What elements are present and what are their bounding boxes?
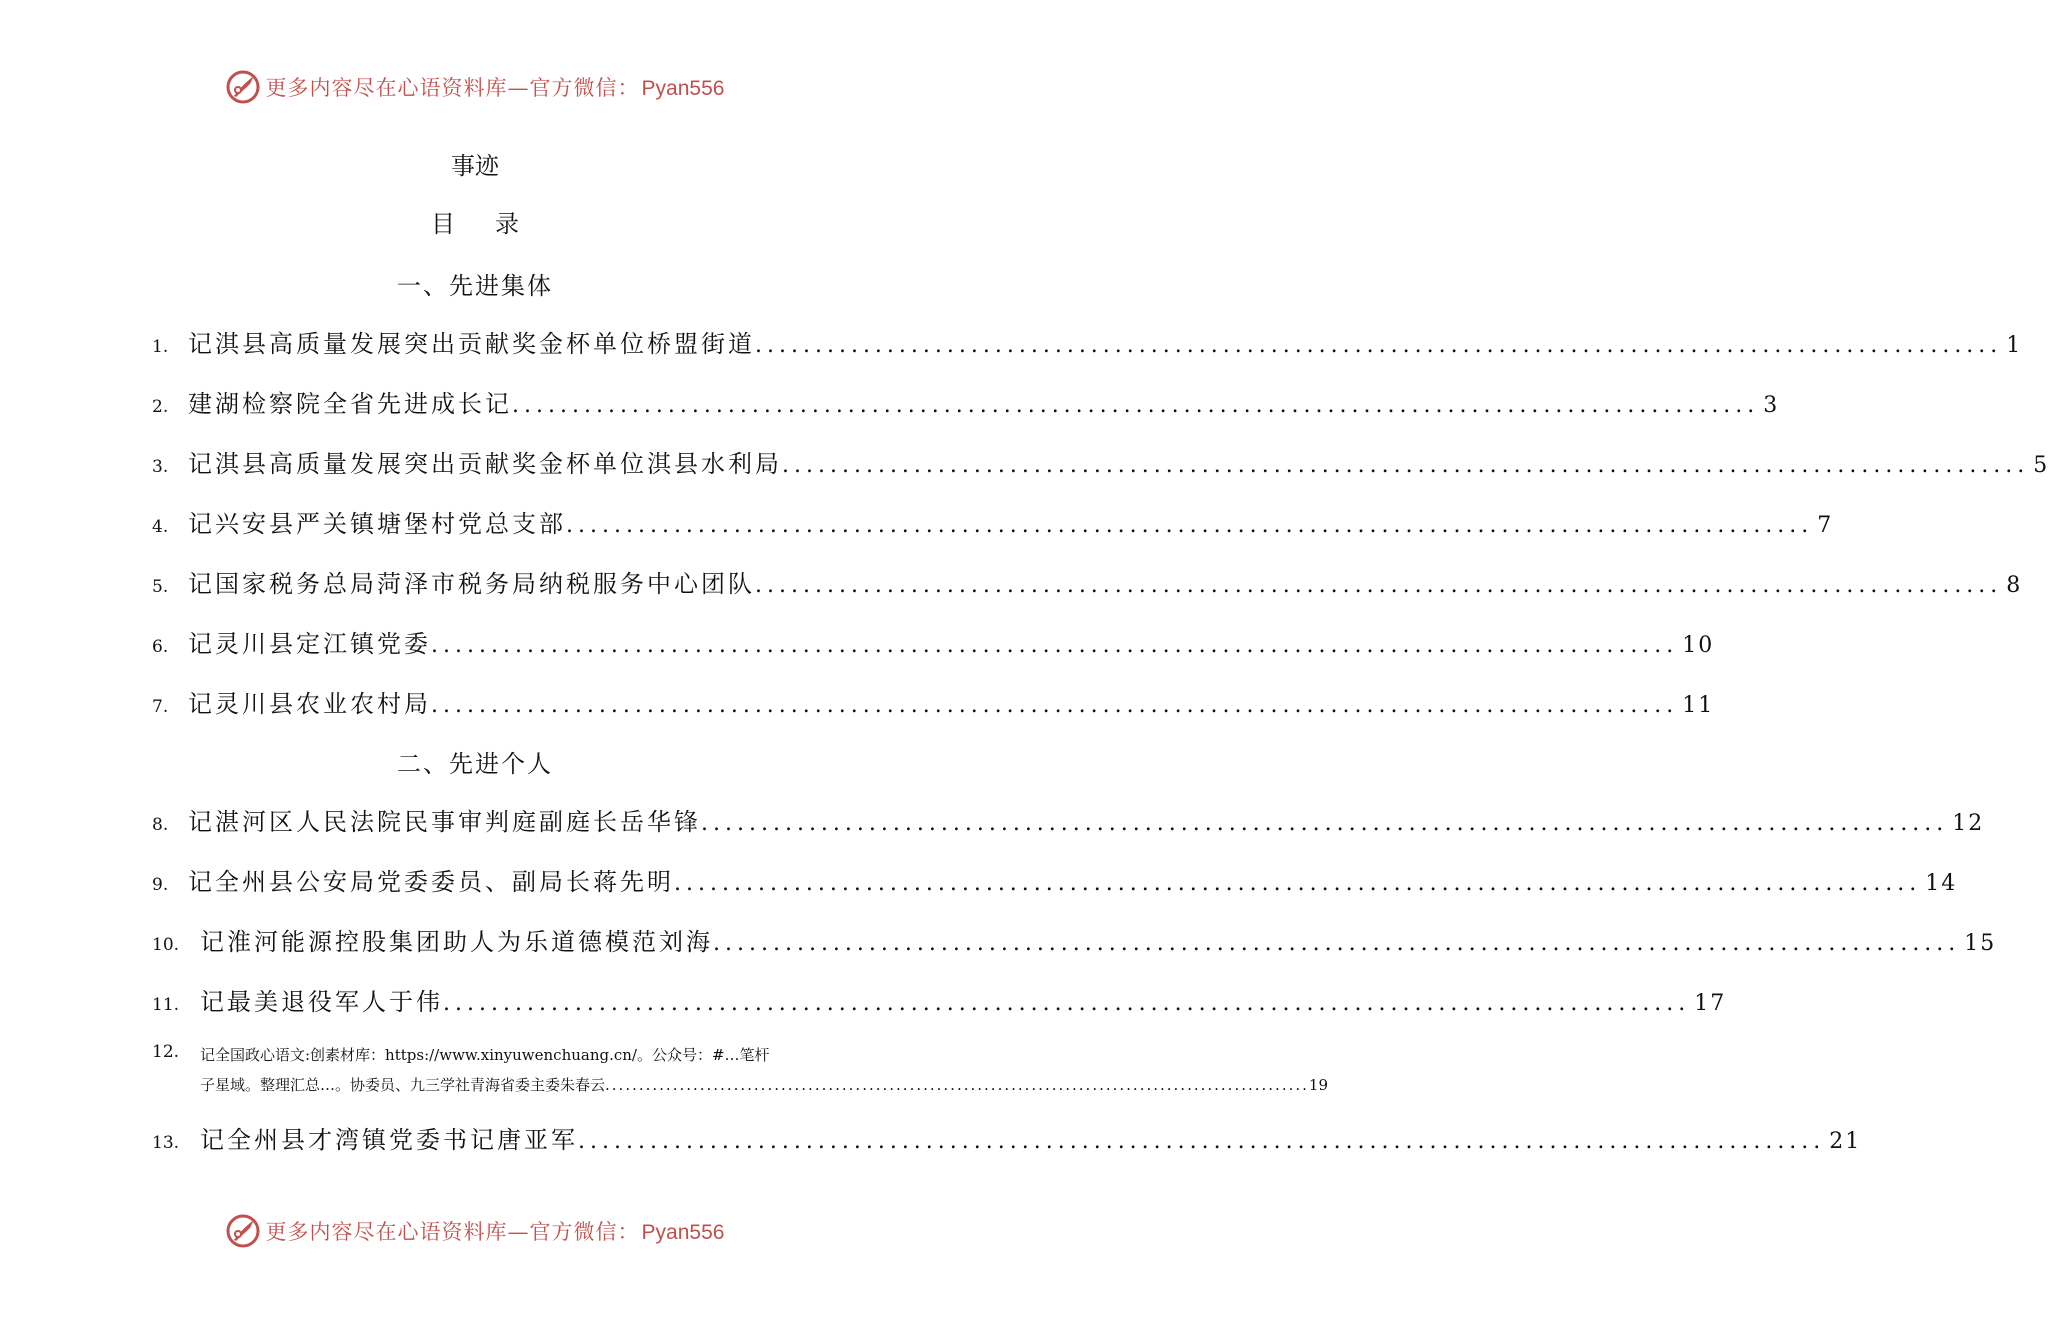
toc-entry-text: 记淇县高质量发展突出贡献奖金杯单位桥盟街道 [188, 330, 755, 358]
toc-entry-text: 记国家税务总局菏泽市税务局纳税服务中心团队 [188, 570, 755, 598]
toc-entry-text-line1: 记全国政心语文:创素材库：https://www.xinyuwenchuang.cn/。公众号：#…笔杆 [200, 1046, 770, 1064]
toc-entry-number: 8. [152, 815, 169, 835]
toc-entry-number: 1. [152, 337, 169, 357]
toc-leader-dots: ........................................................................................................ [566, 513, 1814, 538]
toc-entry-text: 记灵川县农业农村局 [188, 690, 431, 718]
toc-entry-number: 12. [152, 1042, 180, 1062]
toc-entry-text: 记淇县高质量发展突出贡献奖金杯单位淇县水利局 [188, 450, 782, 478]
section-title-individual: 二、先进个人 [397, 750, 553, 778]
toc-entry-page: 17 [1694, 991, 1727, 1016]
toc-entry-page: 5 [2033, 453, 2049, 478]
toc-entry-text: 记全州县才湾镇党委书记唐亚军 [200, 1126, 578, 1154]
toc-entry-page: 11 [1682, 693, 1715, 718]
quill-logo-icon [226, 70, 260, 104]
toc-leader-dots: ........................................................................................................ [674, 871, 1922, 896]
toc-entry-page: 1 [2006, 333, 2023, 358]
footer-banner [0, 1214, 950, 1248]
toc-entry[interactable] [152, 982, 1727, 1016]
toc-entry-text: 记兴安县严关镇塘堡村党总支部 [188, 510, 566, 538]
toc-entry-number: 4. [152, 517, 169, 537]
toc-entry-number: 7. [152, 697, 169, 717]
toc-entry[interactable] [152, 384, 1780, 418]
toc-entry-text: 记全州县公安局党委委员、副局长蒋先明 [188, 868, 674, 896]
section-title-collective: 一、先进集体 [397, 272, 553, 300]
toc-entry-number: 11. [152, 995, 180, 1015]
toc-leader-dots: ........................................................................................................ [713, 931, 1961, 956]
toc-entry[interactable] [152, 324, 2023, 358]
toc-entry[interactable] [152, 802, 1985, 836]
toc-entry-page: 8 [2006, 573, 2023, 598]
banner-wechat-id: Pyan556 [641, 1221, 725, 1244]
toc-entry-text: 记灵川县定江镇党委 [188, 630, 431, 658]
toc-entry-page: 7 [1817, 513, 1834, 538]
toc-entry-number: 13. [152, 1133, 180, 1153]
toc-entry-page: 15 [1964, 931, 1997, 956]
toc-entry-page: 14 [1925, 871, 1958, 896]
toc-leader-dots: ........................................................................................................ [443, 991, 1691, 1016]
toc-entry-number: 10. [152, 935, 180, 955]
header-banner [0, 70, 950, 104]
toc-entry[interactable] [152, 862, 1958, 896]
toc-entry-text: 记最美退役军人于伟 [200, 988, 443, 1016]
toc-entry-number: 3. [152, 457, 169, 477]
toc-leader-dots: ........................................................................................................ [755, 573, 2003, 598]
toc-entry[interactable] [152, 504, 1834, 538]
document-title: 事迹 [451, 152, 499, 180]
toc-title: 目录 [431, 210, 559, 238]
toc-entry[interactable] [152, 684, 1715, 718]
toc-entry-text: 记淮河能源控股集团助人为乐道德模范刘海 [200, 928, 713, 956]
toc-entry-number: 2. [152, 397, 169, 417]
toc-leader-dots: ........................................................................................................ [701, 811, 1949, 836]
toc-entry-page: 21 [1829, 1129, 1862, 1154]
toc-leader-dots: ........................................................................................................ [431, 693, 1679, 718]
toc-leader-dots: ........................................................................................................ [782, 453, 2030, 478]
banner-text: 更多内容尽在心语资料库—官方微信：Pyan556 [265, 1220, 725, 1244]
toc-entry-page: 12 [1952, 811, 1985, 836]
toc-entry-number: 5. [152, 577, 169, 597]
banner-text: 更多内容尽在心语资料库—官方微信：Pyan556 [265, 76, 725, 100]
toc-leader-dots: ........................................................................................................ [431, 633, 1679, 658]
toc-entry[interactable] [152, 564, 2023, 598]
toc-entry-page: 3 [1763, 393, 1780, 418]
toc-entry-text: 记湛河区人民法院民事审判庭副庭长岳华锋 [188, 808, 701, 836]
toc-entry[interactable] [152, 624, 1715, 658]
toc-leader-dots: ........................................................................................................ [578, 1129, 1826, 1154]
toc-entry-text: 建湖检察院全省先进成长记 [188, 390, 512, 418]
toc-entry-page: 10 [1682, 633, 1715, 658]
toc-entry[interactable] [152, 444, 2049, 478]
toc-entry[interactable] [152, 1120, 1862, 1154]
toc-entry-text-line2: 子星域。整理汇总…。协委员、九三学社青海省委主委朱春云 [200, 1076, 606, 1094]
toc-entry-page: 19 [1308, 1076, 1328, 1094]
banner-wechat-id: Pyan556 [641, 77, 725, 100]
toc-entry-number: 6. [152, 637, 169, 657]
toc-entry-number: 9. [152, 875, 169, 895]
quill-logo-icon [226, 1214, 260, 1248]
toc-leader-dots: ........................................................................................................ [605, 1076, 1309, 1094]
toc-leader-dots: ........................................................................................................ [755, 333, 2003, 358]
toc-leader-dots: ........................................................................................................ [512, 393, 1760, 418]
toc-entry[interactable] [152, 922, 1997, 956]
